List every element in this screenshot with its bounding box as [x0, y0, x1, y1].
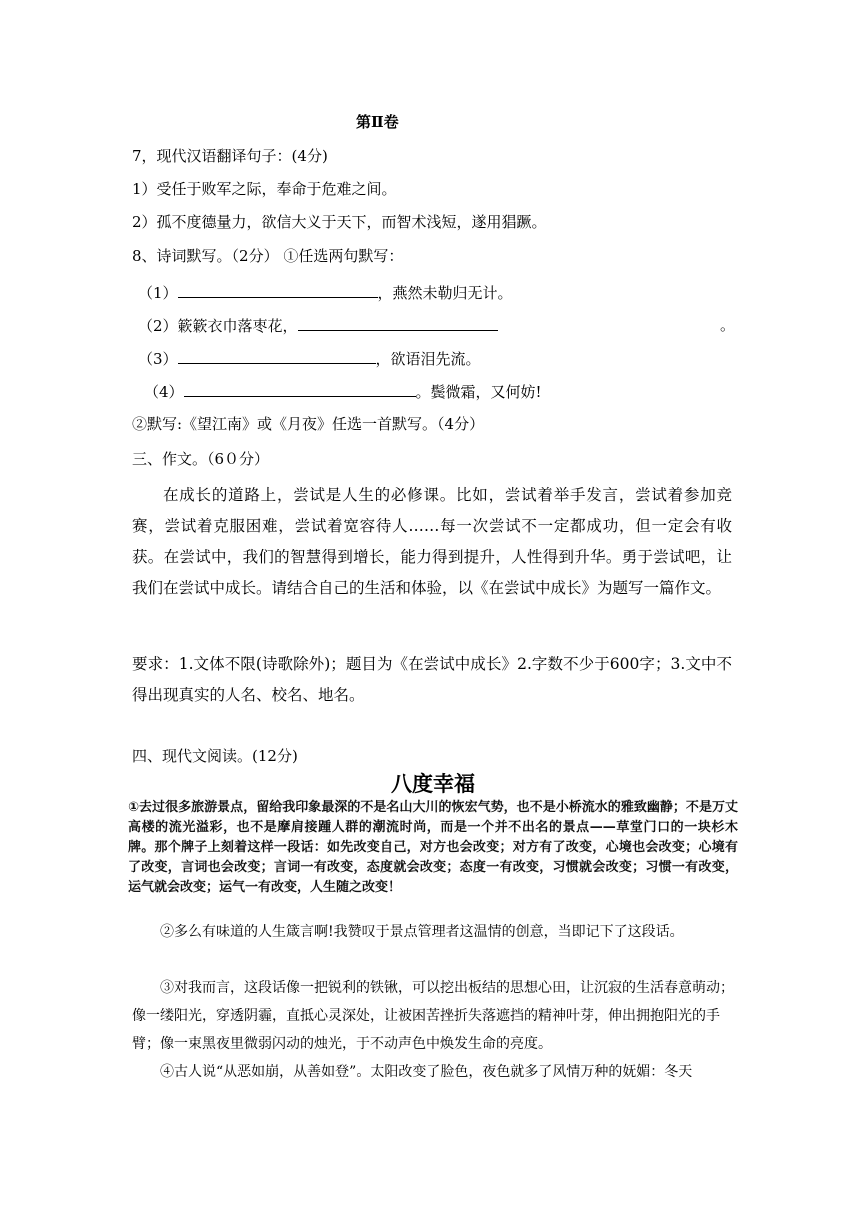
passage-paragraph-3: ③对我而言，这段话像一把锐利的铁锹，可以挖出板结的思想心田，让沉寂的生活春意萌动；像一缕阳光，穿透阴霾，直抵心灵深处，让被困苦挫折失落遮挡的精神叶芽，伸出拥抱阳光的手臂；像一束黑夜里微弱闪动的烛光，于不动声色中焕发生命的亮度。	[132, 980, 734, 1052]
q7-sentence-2: 2）孤不度德量力，欲信大义于天下，而智术浅短，遂用猖蹶。	[132, 213, 547, 231]
q4-heading: 四、现代文阅读。(12分)	[132, 747, 298, 765]
q8-line-1-suffix: ，燕然未勒归无计。	[377, 284, 513, 302]
scanned-passage	[128, 770, 738, 918]
q8-line-4	[144, 381, 542, 402]
q3-prompt: 在成长的道路上，尝试是人生的必修课。比如，尝试着举手发言，尝试着参加竞赛，尝试着克服困难，尝试着宽容待人……每一次尝试不一定都成功，但一定会有收获。在尝试中，我们的智慧得到增长，能力得到提升，人性得到升华。勇于尝试吧，让我们在尝试中成长。请结合自己的生活和体验，以《在尝试中成长》为题写一篇作文。	[132, 486, 732, 597]
q8-line-2-end: 。	[720, 316, 736, 334]
q8-line-3-prefix: （3）	[138, 350, 178, 368]
section-title: 第Ⅱ卷	[356, 113, 399, 131]
q8-line-1-prefix: （1）	[138, 284, 178, 302]
q7-heading: 7，现代汉语翻译句子：(4分)	[132, 147, 328, 165]
answer-blank-4[interactable]	[184, 381, 416, 397]
q8-line-3-suffix: ，欲语泪先流。	[375, 350, 481, 368]
passage-title: 八度幸福	[391, 772, 475, 796]
q8-line-2	[138, 315, 498, 336]
passage-paragraph-1: ①去过很多旅游景点，留给我印象最深的不是名山大川的恢宏气势，也不是小桥流水的雅致幽静；不是万丈高楼的流光溢彩，也不是摩肩接踵人群的潮流时尚，而是一个并不出名的景点——草堂门口的一块杉木牌。那个牌子上刻着这样一段话：如先改变自己，对方也会改变；对方有了改变，心境也会改变；心境有了改变，言词也会改变；言词一有改变，态度就会改变；态度一有改变，习惯就会改变；习惯一有改变，运气就会改变；运气一有改变，人生随之改变！	[128, 800, 738, 895]
q8-line-1	[138, 282, 513, 303]
q3-requirements: 要求：1.文体不限(诗歌除外)；题目为《在尝试中成长》2.字数不少于600字；3.文中不得出现真实的人名、校名、地名。	[132, 655, 732, 704]
q3-requirements-block	[132, 649, 732, 711]
passage-paragraph-2: ②多么有味道的人生箴言啊!我赞叹于景点管理者这温情的创意，当即记下了这段话。	[160, 924, 684, 940]
q8-line-4-suffix: 。鬓微霜，又何妨!	[415, 383, 542, 401]
q8-part-2: ②默写:《望江南》或《月夜》任选一首默写。（4分）	[132, 415, 485, 433]
passage-paragraph-4: ④古人说“从恶如崩，从善如登”。太阳改变了脸色，夜色就多了风情万种的妩媚：冬天	[160, 1064, 693, 1080]
answer-blank-3[interactable]	[178, 348, 376, 364]
answer-blank-1[interactable]	[178, 282, 378, 298]
answer-blank-2[interactable]	[298, 315, 498, 331]
q8-line-2-prefix: （2）簌簌衣巾落枣花，	[138, 317, 298, 335]
q8-heading: 8、诗词默写。（2分） ①任选两句默写：	[132, 247, 404, 265]
passage-body	[132, 918, 736, 1086]
q8-line-4-prefix: （4）	[144, 383, 184, 401]
q7-sentence-1: 1）受任于败军之际，奉命于危难之间。	[132, 180, 397, 198]
q8-line-3	[138, 348, 481, 369]
q3-prompt-block	[132, 480, 732, 604]
q3-heading: 三、作文。（6０分）	[132, 450, 270, 468]
